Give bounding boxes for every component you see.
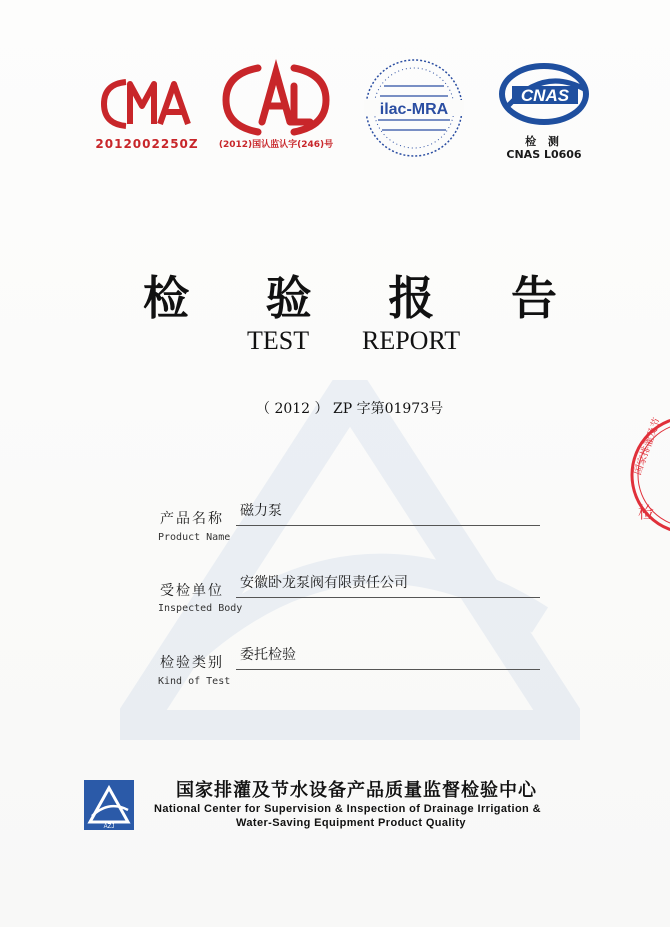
report-title-en-report: REPORT — [362, 326, 461, 355]
organization-name-en-line2: Water-Saving Equipment Product Quality — [236, 817, 466, 829]
title-char: 验 — [265, 271, 312, 325]
cnas-number: CNAS L0606 — [506, 148, 582, 161]
document-number: （ 2012 ） ZP 字第01973号 — [256, 401, 444, 417]
product-name-label-en: Product Name — [158, 532, 231, 543]
azj-logo-icon — [84, 780, 134, 830]
kind-of-test-underline — [236, 669, 540, 670]
inspected-body-value: 安徽卧龙泵阀有限责任公司 — [240, 575, 408, 591]
svg-text:国家排灌及节: 国家排灌及节 — [632, 416, 664, 477]
title-char: 报 — [388, 271, 435, 325]
product-name-label: 产品名称 — [160, 511, 224, 527]
inspected-body-label: 受检单位 — [160, 583, 224, 599]
svg-text:ilac-MRA: ilac-MRA — [379, 101, 449, 118]
inspected-body-label-en: Inspected Body — [158, 603, 243, 614]
svg-text:CNAS: CNAS — [520, 86, 570, 105]
report-title-en-test: TEST — [247, 326, 310, 355]
title-char: 告 — [510, 271, 557, 325]
product-name-value: 磁力泵 — [240, 503, 282, 519]
cal-number: (2012)国认监认字(246)号 — [218, 140, 334, 150]
svg-text:AZJ: AZJ — [103, 824, 115, 830]
product-name-underline — [236, 525, 540, 526]
kind-of-test-value: 委托检验 — [240, 647, 296, 663]
cnas-sub-label: 检 测 — [525, 135, 563, 148]
kind-of-test-label-en: Kind of Test — [158, 676, 231, 687]
report-title-zh — [140, 262, 560, 328]
organization-name-zh: 国家排灌及节水设备产品质量监督检验中心 — [176, 780, 537, 801]
ilac-mra-logo-icon — [358, 56, 470, 160]
kind-of-test-label: 检验类别 — [160, 655, 224, 671]
organization-name-en-line1: National Center for Supervision & Inspection of Drainage Irrigation & — [154, 803, 541, 815]
cma-number: 2012002250Z — [95, 137, 199, 151]
official-seal-stamp — [624, 410, 670, 540]
svg-text:检: 检 — [638, 503, 655, 522]
title-char: 检 — [143, 271, 189, 325]
inspected-body-underline — [236, 597, 540, 598]
